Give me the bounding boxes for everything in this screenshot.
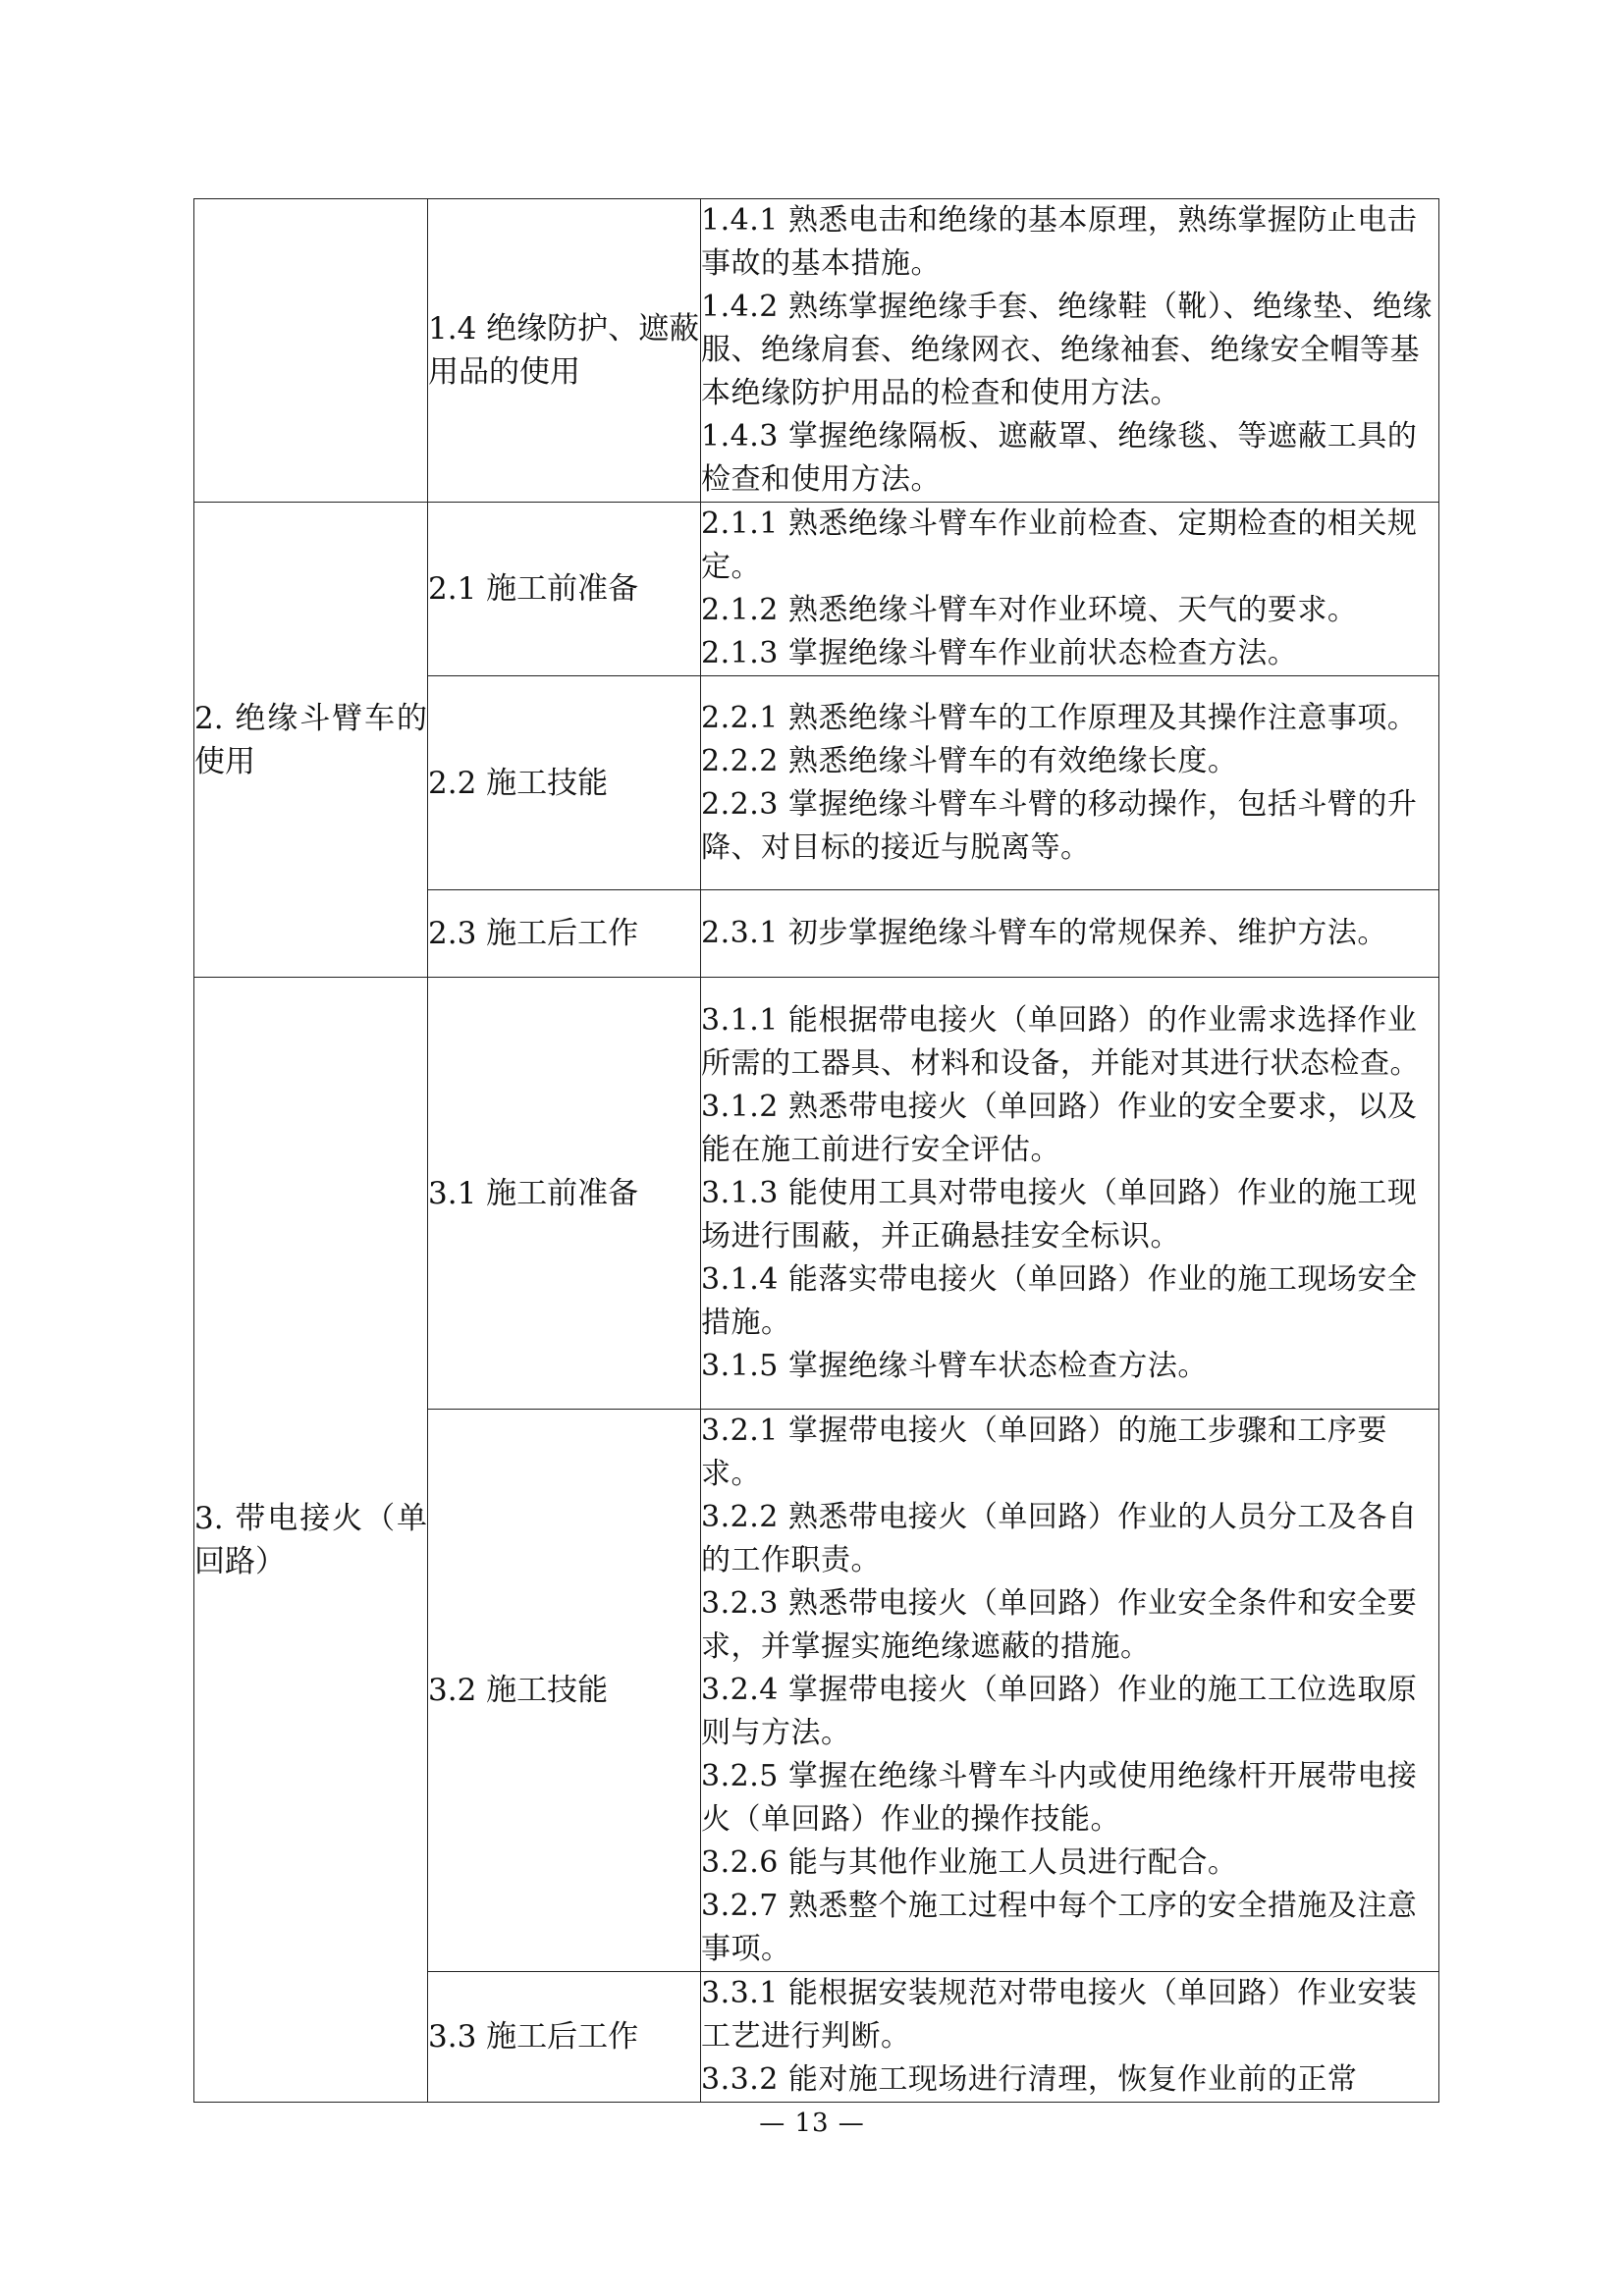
requirements-cell: [701, 890, 1439, 978]
requirement-item: 1.4.3 掌握绝缘隔板、遮蔽罩、绝缘毯、等遮蔽工具的检查和使用方法。: [701, 419, 1418, 497]
table-row: [194, 978, 1439, 1410]
table-row: [194, 503, 1439, 676]
page-number: — 13 —: [759, 2109, 865, 2138]
requirement-item: 3.2.7 熟悉整个施工过程中每个工序的安全措施及注意事项。: [701, 1889, 1418, 1966]
requirement-item: 2.1.3 掌握绝缘斗臂车作业前状态检查方法。: [701, 636, 1298, 670]
requirements-cell: [701, 1410, 1439, 1972]
requirement-item: 3.2.5 掌握在绝缘斗臂车斗内或使用绝缘杆开展带电接火（单回路）作业的操作技能。: [701, 1759, 1418, 1837]
requirement-item: 1.4.1 熟悉电击和绝缘的基本原理，熟练掌握防止电击事故的基本措施。: [701, 203, 1418, 281]
requirements-cell: [701, 676, 1439, 890]
requirements-cell: [701, 503, 1439, 676]
requirement-item: 3.1.3 能使用工具对带电接火（单回路）作业的施工现场进行围蔽，并正确悬挂安全标识。: [701, 1175, 1418, 1254]
requirement-item: 2.2.2 熟悉绝缘斗臂车的有效绝缘长度。: [701, 743, 1238, 778]
requirement-item: 3.1.5 掌握绝缘斗臂车状态检查方法。: [701, 1348, 1208, 1383]
requirements-cell: [701, 978, 1439, 1410]
unit-cell: 3.2 施工技能: [428, 1410, 701, 1972]
unit-cell: 2.3 施工后工作: [428, 890, 701, 978]
requirement-item: 3.3.1 能根据安装规范对带电接火（单回路）作业安装工艺进行判断。: [701, 1976, 1418, 2054]
requirements-cell: [701, 199, 1439, 503]
unit-cell: 3.1 施工前准备: [428, 978, 701, 1410]
requirement-item: 2.1.1 熟悉绝缘斗臂车作业前检查、定期检查的相关规定。: [701, 507, 1418, 584]
requirement-item: 2.2.3 掌握绝缘斗臂车斗臂的移动操作，包括斗臂的升降、对目标的接近与脱离等。: [701, 786, 1418, 865]
requirement-item: 3.3.2 能对施工现场进行清理，恢复作业前的正常: [701, 2062, 1358, 2097]
requirement-item: 3.2.6 能与其他作业施工人员进行配合。: [701, 1845, 1238, 1880]
requirement-item: 3.1.2 熟悉带电接火（单回路）作业的安全要求，以及能在施工前进行安全评估。: [701, 1089, 1418, 1167]
requirement-item: 3.2.4 掌握带电接火（单回路）作业的施工工位选取原则与方法。: [701, 1673, 1418, 1750]
table-row: [194, 199, 1439, 503]
requirement-item: 3.2.1 掌握带电接火（单回路）的施工步骤和工序要求。: [701, 1414, 1387, 1491]
requirement-item: 1.4.2 熟练掌握绝缘手套、绝缘鞋（靴）、绝缘垫、绝缘服、绝缘肩套、绝缘网衣、绝缘袖套、绝缘安全帽等基本绝缘防护用品的检查和使用方法。: [701, 290, 1433, 410]
module-cell: [194, 199, 428, 503]
module-cell: 3. 带电接火（单回路）: [194, 978, 428, 2103]
requirement-item: 2.3.1 初步掌握绝缘斗臂车的常规保养、维护方法。: [701, 916, 1387, 950]
requirements-cell: [701, 1972, 1439, 2103]
unit-cell: 2.2 施工技能: [428, 676, 701, 890]
unit-cell: 1.4 绝缘防护、遮蔽用品的使用: [428, 199, 701, 503]
requirement-item: 3.2.3 熟悉带电接火（单回路）作业安全条件和安全要求，并掌握实施绝缘遮蔽的措施。: [701, 1586, 1418, 1664]
requirement-item: 2.1.2 熟悉绝缘斗臂车对作业环境、天气的要求。: [701, 593, 1358, 627]
requirement-item: 3.2.2 熟悉带电接火（单回路）作业的人员分工及各自的工作职责。: [701, 1500, 1418, 1577]
requirement-item: 3.1.1 能根据带电接火（单回路）的作业需求选择作业所需的工器具、材料和设备，并能对其进行状态检查。: [701, 1002, 1420, 1081]
unit-cell: 2.1 施工前准备: [428, 503, 701, 676]
requirement-item: 3.1.4 能落实带电接火（单回路）作业的施工现场安全措施。: [701, 1261, 1418, 1340]
requirements-table: [193, 198, 1439, 2103]
module-cell: 2. 绝缘斗臂车的使用: [194, 503, 428, 978]
unit-cell: 3.3 施工后工作: [428, 1972, 701, 2103]
requirement-item: 2.2.1 熟悉绝缘斗臂车的工作原理及其操作注意事项。: [701, 700, 1418, 735]
